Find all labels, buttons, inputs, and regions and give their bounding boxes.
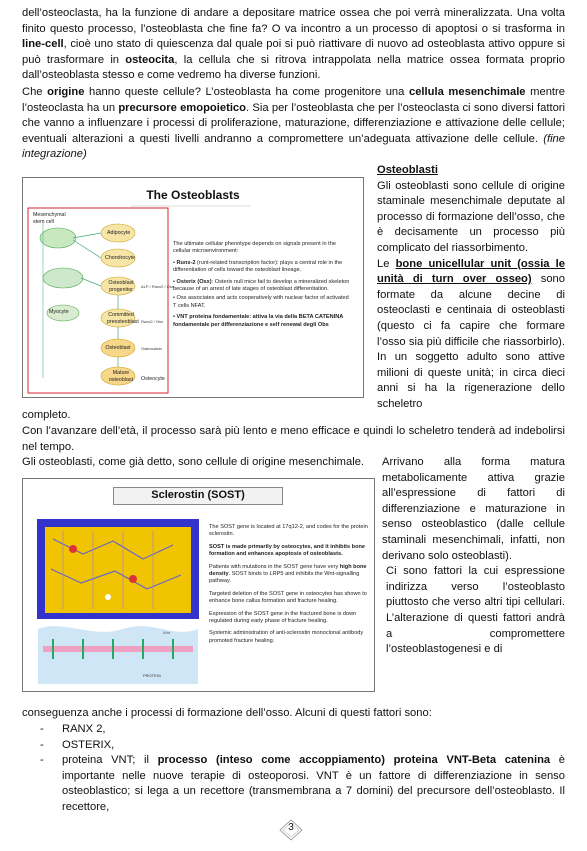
label-osteocyte: Osteocyte: [141, 376, 165, 382]
figure-osteoblasts: [22, 177, 364, 398]
bold-term: line-cell: [22, 38, 64, 51]
paragraph-factors: conseguenza anche i processi di formazione dell’osso. Alcuni di questi fattori sono:: [22, 707, 432, 719]
figure-text-6: Systemic administration of anti-sclerostin monoclonal antibody promoted fracture healing.: [209, 630, 364, 644]
bullet-vnt: • VNT proteina fondamentale: attiva la via della BETA CATENINA fondamentale per differenziazione e self renewal degli Obs: [173, 314, 344, 328]
text: Gli osteoblasti sono cellule di origine staminale mesenchimale deputate al processo di formazione dell’osso, che è decisamente un processo più complicato del riassorbimento.: [377, 179, 565, 254]
figure-text-3: [209, 564, 369, 586]
paragraph-intro: [22, 6, 565, 84]
figure-text-2: SOST is made primarily by osteocytes, and it inhibits bone formation and enhances apoptosis of osteoblasts.: [209, 543, 366, 558]
text: Patients with mutations in the SOST gene have very: [209, 563, 340, 570]
text: , cioè uno stato di quiescenza dal quale poi si può riattivare di nuovo ad osteoblasta attivo oppure si può trasformare in: [22, 38, 565, 66]
paragraph-origin-mesenchymal: Gli osteoblasti, come già detto, sono cellule di origine mesenchimale.: [22, 456, 365, 468]
bold-term: Osterix (Osx): [176, 278, 212, 285]
text: , la cellula che si ritrova intrappolata nella matrice ossea formata proprio dall’osteoblasta stesso e come vedremo ha diverse funzioni.: [22, 53, 565, 82]
text: proteina VNT; il: [62, 754, 158, 767]
label-chondrocyte: Chondrocyte: [105, 255, 136, 261]
text: Osx associates and acts cooperatively with nuclear factor of activated T cells NFAT.: [173, 295, 349, 309]
bullet-runx2: • Runx-2 (runt-related transcription factor): plays a central role in the differentiation of cells toward the osteoblast lineage.: [173, 259, 343, 274]
maturation-column: [382, 455, 565, 658]
text: sono formate da alcune decine di osteoclasti e centinaia di osteoblasti (questo ci fa capire che formare l’osso sia più difficile che riassorbirlo). In un soggetto adulto sono attive milioni di queste unità; in circa dieci anni si ha la rigenerazione dello scheletro: [377, 273, 565, 410]
svg-text:Wnt: Wnt: [163, 630, 171, 635]
figure-title: The Osteoblasts: [146, 188, 240, 202]
text: Le: [377, 257, 396, 270]
text: dell’osteoclasta, ha la funzione di andare a depositare matrice ossea che poi verrà mineralizzata. Una volta finito questo processo, l’osteoblasta che fine fa? O va incontro a un processo di apoptosi o si trasforma in: [22, 7, 565, 35]
text: (runt-related transcription factor): plays a central role in the differentiation of cells toward the osteoblast lineage.: [173, 259, 343, 274]
figure-text-4: Targeted deletion of the SOST gene in osteocytes has shown to enhance bone callus formation and fracture healing.: [209, 590, 367, 605]
label-mature: Mature osteoblast: [108, 370, 134, 383]
osteoblasti-column: [377, 163, 565, 413]
list-item: - OSTERIX,: [22, 738, 565, 754]
bold-term: high bone density: [209, 563, 367, 578]
list-item: [22, 753, 565, 815]
text: . SOST binds to LRP5 and inhibits the Wnt-signalling pathway.: [209, 571, 360, 585]
figure-sclerostin: [22, 478, 375, 692]
svg-text:PROTEIN: PROTEIN: [143, 673, 161, 678]
text: Che: [22, 86, 48, 98]
figure-text: [173, 241, 353, 329]
paragraph-age: Con l’avanzare dell’età, il processo sarà più lento e meno efficace e quindi lo scheletro tenderà ad indebolirsi nel tempo.: [22, 425, 565, 453]
text: è importante nelle nuove terapie di osteoporosi. VNT è un fattore di differenziazione in senso osteoblastico; si lega a un recettore (transmembrana a 7 domini) del precursore dell’osteoblasto. Il recettore,: [62, 754, 565, 813]
figure-intro: The ultimate cellular phenotype depends on signals present in the cellular microenvironment:: [173, 241, 336, 255]
paragraph-origin: [22, 85, 565, 163]
figure-text-5: Expression of the SOST gene in the fractured bone is down regulated during early phase of fracture healing.: [209, 610, 357, 625]
figure-text-1: The SOST gene is located at 17q12-2, and codes for the protein sclerostin.: [209, 524, 368, 538]
italic-note: (fine integrazione): [22, 132, 565, 161]
bold-term: cellula mesenchimale: [408, 86, 526, 98]
label-msc: Mesenchymal stem cell: [33, 212, 66, 225]
text: . Sia per l’osteoblasta che per l’osteoclasta ci sono diversi fattori che vanno a influenzare i processi di proliferazione, maturazione, differenziazione e attivazione delle cellule; eventuali alterazioni a questi livelli andranno a compromettere un’adeguata attivazione delle cellule.: [22, 101, 565, 145]
svg-text:Runx2 / Osx: Runx2 / Osx: [141, 319, 164, 324]
text: completo.: [22, 409, 71, 421]
bullet-nfat: • Osx associates and acts cooperatively with nuclear factor of activated T cells NFAT.: [173, 295, 349, 309]
bullet-osterix: • Osterix (Osx): Osterix null mice fail to develop a mineralized skeleton because of an arrest of late stages of osteoblast differentiation.: [173, 278, 350, 293]
factors-list: [22, 722, 565, 816]
figure-text: [209, 524, 369, 645]
svg-text:Osteocalcin: Osteocalcin: [141, 346, 162, 351]
page-number: 3: [288, 822, 294, 833]
text: : Osterix null mice fail to develop a mineralized skeleton because of an arrest of late stages of osteoblast differentiation.: [173, 278, 350, 293]
text: VNT proteina fondamentale: attiva la via della BETA CATENINA fondamentale per differenziazione e self renewal degli Obs: [173, 314, 344, 328]
bold-term: origine: [47, 86, 85, 98]
bold-term: Runx-2: [176, 259, 196, 266]
underlined-term: bone unicellular unit (ossia le unità di turn over osseo): [377, 257, 565, 286]
label-progenitor: Osteoblast progenitor: [108, 280, 134, 293]
text: [377, 257, 565, 413]
text: mentre l’osteoclasta ha un: [22, 86, 565, 114]
bold-term: processo (inteso come accoppiamento) proteina VNT-Beta catenina: [157, 754, 551, 767]
label-preosteoblast: Committed preosteoblast: [107, 312, 139, 325]
svg-text:ALP / Runx2 / Osx: ALP / Runx2 / Osx: [141, 284, 174, 289]
label-myocyte: Myocyte: [49, 309, 69, 315]
section-heading: Osteoblasti: [377, 164, 438, 176]
figure-title: Sclerostin (SOST): [151, 489, 245, 501]
label-adipocyte: Adipocyte: [107, 230, 131, 236]
bold-term: osteocita: [125, 53, 175, 66]
text: Arrivano alla forma matura metabolicamente attiva grazie all’espressione di fattori di differenziazione e maturazione in senso osteoblastico (dalle cellule staminali mesenchimali, infatti, non derivano solo osteoblasti).: [382, 456, 565, 562]
text: hanno queste cellule? L’osteoblasta ha come progenitore una: [84, 86, 409, 98]
label-osteoblast: Osteoblast: [105, 345, 131, 351]
list-item: - RANX 2,: [22, 722, 565, 738]
bold-term: precursore emopoietico: [118, 101, 246, 114]
text: Ci sono fattori la cui espressione indirizza verso l’osteoblasto piuttosto che verso altri tipi cellulari. L’alterazione di questi fattori andrà a compromettere l’osteoblastogenesi e di: [386, 565, 565, 656]
